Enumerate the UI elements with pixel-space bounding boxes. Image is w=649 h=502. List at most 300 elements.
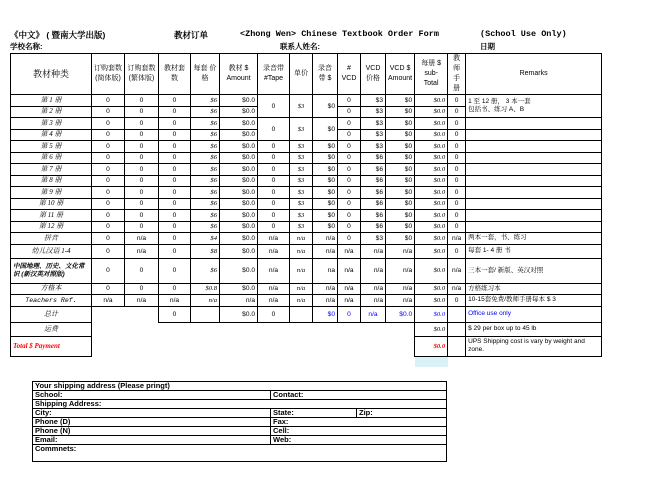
cell-amt: $0.0 [220, 210, 258, 222]
remarks-cell: 每套 1- 4 册 书 [466, 244, 602, 258]
city-field[interactable]: City: [33, 409, 271, 418]
cell-c2[interactable]: 0 [125, 129, 159, 141]
column-header: VCD $ Amount [386, 54, 415, 95]
cell-vcd[interactable]: n/a [338, 258, 361, 283]
column-header: 录音带 #Tape [258, 54, 290, 95]
payment-label: Total $ Payment [11, 336, 92, 356]
cell-unit: $3 [290, 221, 313, 233]
cell-c1[interactable]: 0 [92, 244, 125, 258]
cell-amt: n/a [220, 295, 258, 307]
cell-vcd[interactable]: 0 [338, 210, 361, 222]
cell-vcd[interactable]: 0 [338, 106, 361, 118]
cell-price: $6 [191, 175, 220, 187]
cell-price: n/a [191, 295, 220, 307]
blank-cell [448, 322, 466, 336]
column-header: 教材 $ Amount [220, 54, 258, 95]
cell-vcdamt: $0 [386, 129, 415, 141]
cell-c1[interactable]: 0 [92, 283, 125, 295]
blank-cell [338, 356, 361, 367]
blank-cell [258, 336, 290, 356]
cell-tm[interactable]: 0 [448, 118, 466, 130]
cell-sub: $0.0 [415, 164, 448, 176]
cell-amt: $0.0 [220, 306, 258, 322]
cell-sub: $0.0 [415, 198, 448, 210]
cell-price: $6 [191, 221, 220, 233]
cell-sub: $0.0 [415, 187, 448, 199]
cell-tape[interactable]: n/a [258, 283, 290, 295]
blank-cell [386, 336, 415, 356]
cell-c1[interactable]: 0 [92, 198, 125, 210]
cell-vcd[interactable]: 0 [338, 152, 361, 164]
cell-sub: $0.0 [415, 129, 448, 141]
cell-tape[interactable]: 0 [258, 164, 290, 176]
cell-vcd[interactable]: 0 [338, 221, 361, 233]
cell-c1[interactable]: 0 [92, 141, 125, 153]
cell-tm[interactable]: 0 [448, 152, 466, 164]
cell-c3: 0 [159, 141, 191, 153]
cell-vcd[interactable]: 0 [338, 141, 361, 153]
cell-tape[interactable]: n/a [258, 295, 290, 307]
cell-vcdp: $6 [361, 198, 386, 210]
table-row [11, 283, 602, 295]
sub-header [10, 41, 640, 51]
cell-tapeamt: $0 [313, 164, 338, 176]
cell-c1[interactable]: 0 [92, 221, 125, 233]
cell-tm[interactable]: 0 [448, 129, 466, 141]
cell-sub: $0.0 [415, 336, 448, 356]
phone-day-field[interactable]: Phone (D) [33, 418, 271, 427]
cell-c2[interactable]: 0 [125, 118, 159, 130]
table-row [11, 95, 602, 107]
school-name-label: 学校名称: [10, 42, 43, 51]
cell-vcdamt: $0 [386, 164, 415, 176]
cell-tape[interactable]: 0 [258, 175, 290, 187]
table-row [11, 295, 602, 307]
cell-tape[interactable]: 0 [258, 198, 290, 210]
shipping-label: 运费 [11, 322, 92, 336]
remarks-cell: 三本一套/ 新版、英汉对照 [466, 258, 602, 283]
cell-sub: $0.0 [415, 283, 448, 295]
column-header: 录音带 $ [313, 54, 338, 95]
cell-c1[interactable]: 0 [92, 210, 125, 222]
cell-vcdp: $3 [361, 118, 386, 130]
cell-vcd[interactable]: n/a [338, 283, 361, 295]
table-row [11, 141, 602, 153]
cell-vcd[interactable]: 0 [338, 95, 361, 107]
cell-vcdamt: $0 [386, 152, 415, 164]
zip-field[interactable]: Zip: [357, 409, 447, 418]
cell-c2[interactable]: 0 [125, 210, 159, 222]
cell-tm[interactable]: 0 [448, 198, 466, 210]
cell-vcdp: $3 [361, 141, 386, 153]
cell-tm[interactable]: 0 [448, 95, 466, 107]
cell-sub: $0.0 [415, 322, 448, 336]
book-label: 第 7 册 [11, 164, 92, 176]
cell-vcdamt: $0 [386, 141, 415, 153]
cell-tapeamt: $0 [313, 175, 338, 187]
cell-tape[interactable]: 0 [258, 187, 290, 199]
blank-cell [191, 322, 220, 336]
blank-cell [361, 322, 386, 336]
remarks-cell: UPS Shipping cost is vary by weight and zone. [466, 336, 602, 356]
cell-tapeamt: n/a [313, 295, 338, 307]
blank-cell [448, 356, 466, 367]
cell-unit: $3 [290, 175, 313, 187]
blank-cell [159, 322, 191, 336]
cell-vcd[interactable]: 0 [338, 118, 361, 130]
column-header: 教师手册 [448, 54, 466, 95]
table-row [11, 233, 602, 245]
title-publisher: 《中文》 ( 暨南大学出版) [10, 30, 106, 40]
comments-field[interactable]: Commnets: [33, 445, 447, 462]
blank-cell [338, 336, 361, 356]
cell-amt: $0.0 [220, 106, 258, 118]
shipping-row [11, 322, 602, 336]
cell-vcdamt: $0 [386, 95, 415, 107]
cell-amt: $0.0 [220, 141, 258, 153]
cell-unit: $3 [290, 198, 313, 210]
item-label: 幼儿汉语 1-4 [11, 244, 92, 258]
phone-night-field[interactable]: Phone (N) [33, 427, 271, 436]
cell-tape[interactable]: 0 [258, 221, 290, 233]
cell-price: $6 [191, 95, 220, 107]
email-field[interactable]: Email: [33, 436, 271, 445]
table-row [11, 164, 602, 176]
blank-cell [191, 336, 220, 356]
school-field[interactable]: School: [33, 391, 271, 400]
highlight-row [11, 356, 602, 367]
cell-tape[interactable]: 0 [258, 210, 290, 222]
cell-amt: $0.0 [220, 152, 258, 164]
cell-c1[interactable]: 0 [92, 233, 125, 245]
cell-c3: 0 [159, 129, 191, 141]
blank-cell [313, 336, 338, 356]
cell-vcdp: $6 [361, 221, 386, 233]
cell-c2[interactable]: n/a [125, 295, 159, 307]
cell-sub: $0.0 [415, 258, 448, 283]
cell-amt: $0.0 [220, 95, 258, 107]
web-field[interactable]: Web: [271, 436, 447, 445]
remarks-cell [466, 210, 602, 222]
blank-cell [220, 356, 258, 367]
cell-tape[interactable]: n/a [258, 233, 290, 245]
cell-c2[interactable]: 0 [125, 198, 159, 210]
remark-line: 包括书、练习 A、B [468, 106, 525, 113]
cell-amt: $0.0 [220, 244, 258, 258]
cell-tm[interactable]: 0 [448, 175, 466, 187]
item-label: 方格本 [11, 283, 92, 295]
cell-c2[interactable]: 0 [125, 141, 159, 153]
blank-cell [258, 322, 290, 336]
cell-sub: $0.0 [415, 152, 448, 164]
remarks-cell [466, 141, 602, 153]
cell-vcd[interactable]: 0 [338, 175, 361, 187]
blank-cell [220, 336, 258, 356]
cell-tm[interactable]: 0 [448, 164, 466, 176]
cell-vcd[interactable]: n/a [338, 244, 361, 258]
blank-cell [290, 322, 313, 336]
cell-tm[interactable]: 0 [448, 106, 466, 118]
blank-cell [125, 306, 159, 322]
cell-sub: $0.0 [415, 306, 448, 322]
remarks-cell: Office use only [466, 306, 602, 322]
blank-cell [290, 336, 313, 356]
blank-cell [361, 356, 386, 367]
column-header: VCD 价格 [361, 54, 386, 95]
total-row [11, 306, 602, 322]
cell-vcd[interactable]: n/a [338, 295, 361, 307]
cell-vcdamt: n/a [386, 283, 415, 295]
cell-unit: $3 [290, 118, 313, 141]
cell-vcdp: n/a [361, 258, 386, 283]
header-row [11, 54, 602, 95]
cell-sub: $0.0 [415, 95, 448, 107]
cell-c1[interactable]: 0 [92, 164, 125, 176]
cell-vcd[interactable]: 0 [338, 233, 361, 245]
cell-price: $4 [191, 233, 220, 245]
cell-c2[interactable]: n/a [125, 244, 159, 258]
blank-cell [11, 356, 92, 367]
cell-amt: $0.0 [220, 198, 258, 210]
title-order: 教材订单 [174, 30, 209, 40]
blank-cell [191, 356, 220, 367]
cell-tapeamt: $0 [313, 306, 338, 322]
remarks-cell [466, 175, 602, 187]
cell-c2[interactable]: 0 [125, 106, 159, 118]
column-header: 单价 [290, 54, 313, 95]
blank-cell [313, 322, 338, 336]
cell-c1[interactable]: 0 [92, 106, 125, 118]
blank-cell [290, 356, 313, 367]
blank-cell [466, 356, 602, 367]
cell-tm[interactable]: 0 [448, 244, 466, 258]
cell-sub: $0.0 [415, 295, 448, 307]
contact-name-label: 联系人姓名: [280, 42, 320, 51]
blank-cell [386, 356, 415, 367]
cell-price: $6 [191, 164, 220, 176]
cell-unit: n/a [290, 244, 313, 258]
cell-tm[interactable]: n/a [448, 233, 466, 245]
cell-vcd[interactable]: 0 [338, 198, 361, 210]
cell-c1[interactable]: 0 [92, 118, 125, 130]
cell-c3: 0 [159, 187, 191, 199]
blank-cell [92, 322, 125, 336]
column-header: 每套 价格 [191, 54, 220, 95]
cell-sub: $0.0 [415, 141, 448, 153]
table-row [11, 210, 602, 222]
cell-amt: $0.0 [220, 164, 258, 176]
cell-c3: 0 [159, 221, 191, 233]
cell-tapeamt: $0 [313, 187, 338, 199]
date-label: 日期 [480, 42, 495, 51]
blank-cell [220, 322, 258, 336]
cell-tm[interactable]: 0 [448, 210, 466, 222]
cell-tm[interactable]: n/a [448, 258, 466, 283]
contact-field[interactable]: Contact: [271, 391, 447, 400]
cell-unit: $3 [290, 95, 313, 118]
cell-vcdp: $6 [361, 175, 386, 187]
cell-c1[interactable]: 0 [92, 258, 125, 283]
column-header: 订购套数 (繁体版) [125, 54, 159, 95]
cell-c1[interactable]: 0 [92, 175, 125, 187]
cell-amt: $0.0 [220, 258, 258, 283]
cell-c2[interactable]: 0 [125, 164, 159, 176]
cell-c1[interactable]: 0 [92, 129, 125, 141]
cell-c3: 0 [159, 152, 191, 164]
cell-unit: $3 [290, 152, 313, 164]
cell-price: $6 [191, 198, 220, 210]
cell-c2[interactable]: 0 [125, 187, 159, 199]
cell-tapeamt: $0 [313, 221, 338, 233]
cell-c2[interactable]: 0 [125, 221, 159, 233]
cell-sub: $0.0 [415, 233, 448, 245]
blank-cell [448, 306, 466, 322]
item-label: 中国地理、历史、文化常识 (新汉英对照版) [11, 258, 92, 283]
cell-c2[interactable]: 0 [125, 258, 159, 283]
cell-vcdamt: n/a [386, 258, 415, 283]
remarks-cell: 两本一套，书、练习 [466, 233, 602, 245]
order-table [10, 53, 602, 367]
remarks-cell [466, 152, 602, 164]
ship-address-field[interactable]: Shipping Address: [33, 400, 447, 409]
book-label: 第 8 册 [11, 175, 92, 187]
cell-tm[interactable]: n/a [448, 283, 466, 295]
column-header: 订购套数 (简体版) [92, 54, 125, 95]
cell-tapeamt: n/a [313, 233, 338, 245]
cell-field[interactable]: Cell: [271, 427, 447, 436]
cell-tape: 0 [258, 306, 290, 322]
cell-vcdp: $6 [361, 152, 386, 164]
blank-cell [313, 356, 338, 367]
blank-cell [290, 306, 313, 322]
cell-amt: $0.0 [220, 283, 258, 295]
cell-c3: n/a [159, 295, 191, 307]
cell-unit: $3 [290, 141, 313, 153]
cell-price: $6 [191, 129, 220, 141]
cell-vcd[interactable]: 0 [338, 187, 361, 199]
cell-tm[interactable]: 0 [448, 141, 466, 153]
cell-vcdamt: $0 [386, 118, 415, 130]
cell-tape[interactable]: 0 [258, 141, 290, 153]
cell-vcdamt: $0.0 [386, 306, 415, 322]
fax-field[interactable]: Fax: [271, 418, 447, 427]
cell-tm[interactable]: 0 [448, 295, 466, 307]
cell-vcdp: n/a [361, 244, 386, 258]
cell-vcdp: n/a [361, 306, 386, 322]
cell-c3: 0 [159, 210, 191, 222]
cell-c2[interactable]: 0 [125, 95, 159, 107]
cell-vcdamt: n/a [386, 295, 415, 307]
cell-tm[interactable]: 0 [448, 187, 466, 199]
cell-tape[interactable]: n/a [258, 258, 290, 283]
cell-price: $6 [191, 210, 220, 222]
item-label: 拼音 [11, 233, 92, 245]
cell-c1[interactable]: 0 [92, 95, 125, 107]
remark-line: 1 至 12 册， 3 本一套 [468, 98, 531, 105]
cell-c1[interactable]: n/a [92, 295, 125, 307]
cell-vcdp: n/a [361, 283, 386, 295]
cell-sub: $0.0 [415, 210, 448, 222]
cell-tapeamt: na [313, 258, 338, 283]
cell-price: $6 [191, 258, 220, 283]
blank-cell [159, 356, 191, 367]
cell-vcdp: $6 [361, 187, 386, 199]
cell-c1[interactable]: 0 [92, 152, 125, 164]
table-row [11, 258, 602, 283]
cell-c2[interactable]: 0 [125, 152, 159, 164]
cell-vcd[interactable]: 0 [338, 164, 361, 176]
cell-tapeamt: n/a [313, 244, 338, 258]
item-label: Teachers Ref. [11, 295, 92, 307]
blank-cell [125, 322, 159, 336]
cell-unit: $3 [290, 164, 313, 176]
cell-vcdamt: $0 [386, 198, 415, 210]
cell-tapeamt: $0 [313, 198, 338, 210]
cell-c2[interactable]: 0 [125, 175, 159, 187]
book-label: 第 6 册 [11, 152, 92, 164]
remarks-cell: 10-15套免费/教师手册每本 $ 3 [466, 295, 602, 307]
cell-price: $6 [191, 187, 220, 199]
cell-tape[interactable]: 0 [258, 95, 290, 118]
cell-vcdp: n/a [361, 295, 386, 307]
cell-unit: n/a [290, 233, 313, 245]
cell-tapeamt: n/a [313, 283, 338, 295]
remarks-cell: 方格练习本 [466, 283, 602, 295]
remarks-cell: $ 29 per box up to 45 lb [466, 322, 602, 336]
cell-vcdamt: $0 [386, 106, 415, 118]
cell-vcdamt: $0 [386, 233, 415, 245]
cell-vcdamt: $0 [386, 175, 415, 187]
column-header: Remarks [466, 54, 602, 95]
remarks-cell [466, 164, 602, 176]
cell-amt: $0.0 [220, 187, 258, 199]
cell-vcdp: $6 [361, 164, 386, 176]
remarks-cell [466, 95, 602, 118]
remarks-cell [466, 129, 602, 141]
cell-price: $6 [191, 106, 220, 118]
cell-tm[interactable]: 0 [448, 221, 466, 233]
table-row [11, 118, 602, 130]
cell-vcdp: $3 [361, 95, 386, 107]
cell-unit: n/a [290, 283, 313, 295]
blank-cell [125, 356, 159, 367]
blank-cell [159, 336, 191, 356]
cell-tape[interactable]: 0 [258, 152, 290, 164]
cell-c2[interactable]: n/a [125, 233, 159, 245]
cell-tape[interactable]: n/a [258, 244, 290, 258]
cell-tapeamt: $0 [313, 118, 338, 141]
book-label: 第 3 册 [11, 118, 92, 130]
cell-amt: $0.0 [220, 221, 258, 233]
cell-price: $8 [191, 244, 220, 258]
cell-price: $6 [191, 152, 220, 164]
book-label: 第 1 册 [11, 95, 92, 107]
cell-c2[interactable]: 0 [125, 283, 159, 295]
table-row [11, 175, 602, 187]
table-row [11, 198, 602, 210]
blank-cell [191, 306, 220, 322]
state-field[interactable]: State: [271, 409, 357, 418]
cell-vcd[interactable]: 0 [338, 129, 361, 141]
cell-c3: 0 [159, 258, 191, 283]
cell-c3: 0 [159, 175, 191, 187]
blank-cell [125, 336, 159, 356]
cell-vcdamt: n/a [386, 244, 415, 258]
cell-c1[interactable]: 0 [92, 187, 125, 199]
cell-vcdp: $3 [361, 129, 386, 141]
cell-tape[interactable]: 0 [258, 118, 290, 141]
table-row [11, 221, 602, 233]
